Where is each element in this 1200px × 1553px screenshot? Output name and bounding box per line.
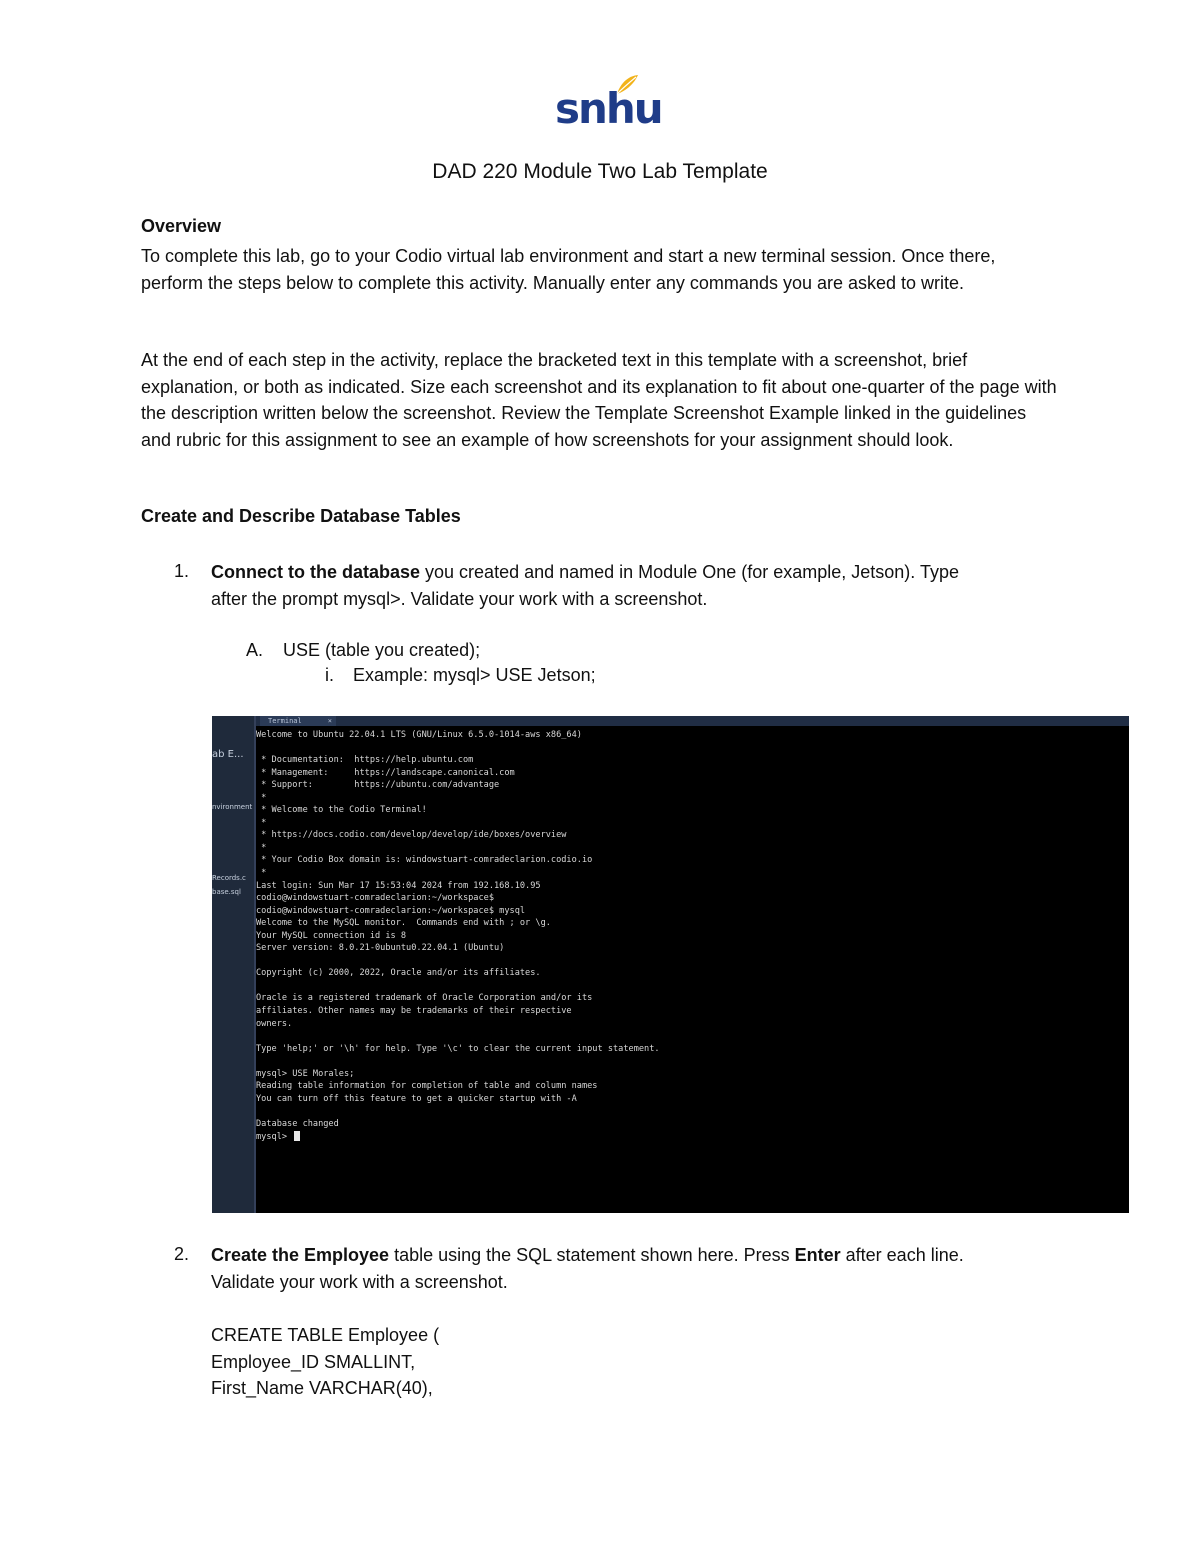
terminal-tab xyxy=(260,716,336,726)
step-1-sub-i-label: i. xyxy=(325,665,334,685)
terminal-tab-label: Terminal xyxy=(268,717,302,725)
sidebar-item-environment: nvironment xyxy=(212,803,253,811)
step-2-number: 2. xyxy=(174,1244,190,1264)
step-2-bold-enter: Enter xyxy=(794,1245,841,1265)
step-1-line-1-text: you created and named in Module One (for example, Jetson). Type xyxy=(420,562,960,582)
terminal-line: * https://docs.codio.com/develop/develop/ide/boxes/overview xyxy=(256,830,567,841)
terminal-cursor xyxy=(294,1131,300,1141)
terminal-line: Database changed xyxy=(256,1118,339,1129)
terminal-line: * Support: https://ubuntu.com/advantage xyxy=(256,780,500,791)
page-title: DAD 220 Module Two Lab Template xyxy=(432,160,768,183)
terminal-line: codio@windowstuart-comradeclarion:~/workspace$ xyxy=(256,893,494,904)
ide-sidebar xyxy=(212,716,256,1213)
terminal-line: You can turn off this feature to get a quicker startup with -A xyxy=(256,1093,577,1104)
sql-code-line-3: First_Name VARCHAR(40), xyxy=(211,1378,433,1398)
sidebar-item-records: Records.c xyxy=(212,874,246,882)
step-2-line-2: Validate your work with a screenshot. xyxy=(211,1272,508,1292)
terminal-output xyxy=(256,729,660,1143)
step-1-sub-i-text: Example: mysql> USE Jetson; xyxy=(353,665,596,685)
logo-text: snhu xyxy=(555,84,662,133)
sql-code-line-2: Employee_ID SMALLINT, xyxy=(211,1352,416,1372)
step-2-line-1 xyxy=(211,1242,1071,1269)
terminal-line: mysql> USE Morales; xyxy=(256,1068,355,1079)
terminal-line: * xyxy=(256,817,267,828)
sidebar-item-lab: ab E... xyxy=(212,749,244,760)
section-heading: Create and Describe Database Tables xyxy=(141,506,461,526)
terminal-line xyxy=(256,980,660,993)
step-1-number: 1. xyxy=(174,561,190,581)
step-2-bold-1: Create the Employee xyxy=(211,1245,390,1265)
terminal-line: Type 'help;' or '\h' for help. Type '\c' to clear the current input statement. xyxy=(256,1043,660,1054)
close-icon: × xyxy=(327,717,332,725)
step-2-text-1: table using the SQL statement shown here. Press xyxy=(389,1245,795,1265)
terminal-line: Reading table information for completion of table and column names xyxy=(256,1081,598,1092)
terminal-line: Welcome to Ubuntu 22.04.1 LTS (GNU/Linux 6.5.0-1014-aws x86_64) xyxy=(256,730,582,740)
terminal-tab-bar xyxy=(256,716,1129,726)
terminal-line: Server version: 8.0.21-0ubuntu0.22.04.1 (Ubuntu) xyxy=(256,943,505,954)
terminal-line xyxy=(256,742,660,755)
terminal-line: Welcome to the MySQL monitor. Commands end with ; or \g. xyxy=(256,918,551,929)
terminal-line: * Your Codio Box domain is: windowstuart-comradeclarion.codio.io xyxy=(256,855,593,866)
terminal-line: * xyxy=(256,842,267,853)
terminal-line xyxy=(256,955,660,968)
terminal-line xyxy=(256,1105,660,1118)
terminal-line: * xyxy=(256,868,267,879)
terminal-line: codio@windowstuart-comradeclarion:~/workspace$ mysql xyxy=(256,905,526,916)
step-1-line-1 xyxy=(211,559,1071,586)
terminal-line: * Documentation: https://help.ubuntu.com xyxy=(256,755,474,766)
overview-heading: Overview xyxy=(141,216,222,236)
step-1-sub-a-label: A. xyxy=(246,640,264,660)
step-2-text-2: after each line. xyxy=(840,1245,964,1265)
terminal-line: Copyright (c) 2000, 2022, Oracle and/or its affiliates. xyxy=(256,968,541,979)
snhu-logo xyxy=(555,74,662,134)
step-1-sub-a-text: USE (table you created); xyxy=(283,640,481,660)
terminal-line: * xyxy=(256,792,267,803)
terminal-line: * Welcome to the Codio Terminal! xyxy=(256,805,427,816)
terminal-line: owners. xyxy=(256,1018,293,1029)
terminal-line: affiliates. Other names may be trademarks of their respective xyxy=(256,1006,572,1017)
terminal-line xyxy=(256,1055,660,1068)
terminal-line: Your MySQL connection id is 8 xyxy=(256,930,407,941)
sidebar-item-base-sql: base.sql xyxy=(212,888,241,896)
terminal-line: Oracle is a registered trademark of Oracle Corporation and/or its xyxy=(256,993,593,1004)
step-1-line-2: after the prompt mysql>. Validate your work with a screenshot. xyxy=(211,589,708,609)
overview-paragraph-2: At the end of each step in the activity, replace the bracketed text in this template with a screenshot, brief explanation, or both as indicated. Size each screenshot and its explanation to fit about one-quarter of the page with the description written below the screenshot. Review the Template Screenshot Example linked in the guidelines and rubric for this assignment to see an example of how screenshots for your assignment should look. xyxy=(141,350,1057,450)
step-1-bold: Connect to the database xyxy=(211,562,421,582)
terminal-line: Last login: Sun Mar 17 15:53:04 2024 from 192.168.10.95 xyxy=(256,880,541,891)
terminal-line: * Management: https://landscape.canonical.com xyxy=(256,767,515,778)
overview-paragraph-1: To complete this lab, go to your Codio virtual lab environment and start a new terminal session. Once there, perform the steps below to complete this activity. Manually enter any commands you are asked to write. xyxy=(141,246,996,293)
terminal-line xyxy=(256,1030,660,1043)
terminal-line: mysql> xyxy=(256,1131,660,1144)
sql-code-line-1: CREATE TABLE Employee ( xyxy=(211,1325,440,1345)
terminal-screenshot xyxy=(212,716,1129,1213)
